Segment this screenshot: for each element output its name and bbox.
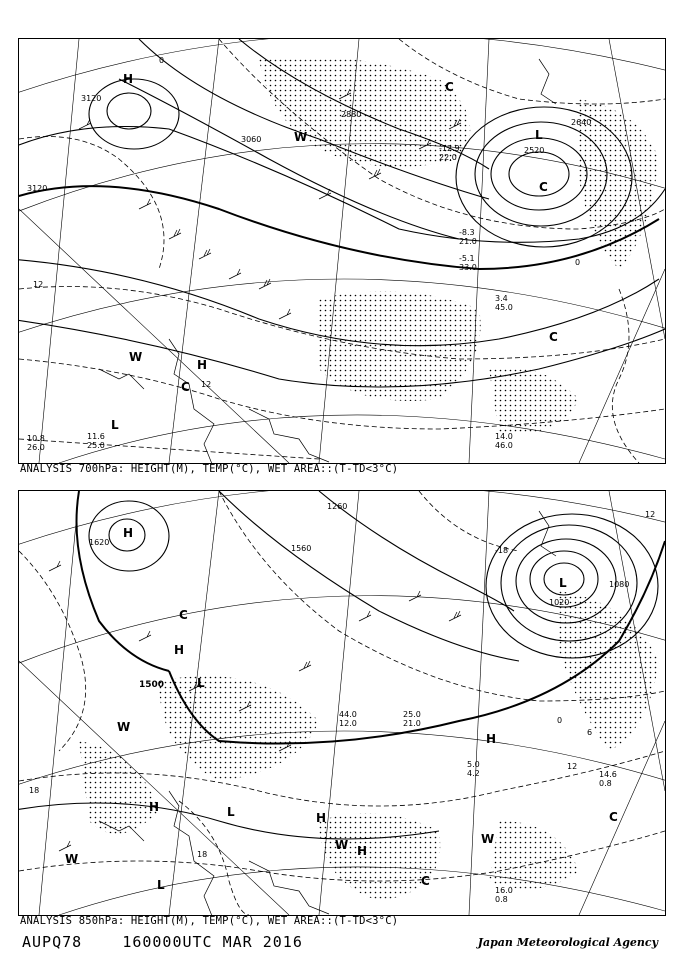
low-pressure-center: L — [197, 676, 205, 690]
warm-center: W — [65, 852, 79, 866]
station-value: 12.0 — [339, 719, 357, 728]
contour-label: 1260 — [327, 502, 348, 511]
station-value: 26.0 — [27, 443, 45, 452]
cold-center: C — [549, 330, 558, 344]
product-header — [22, 933, 303, 951]
station-value: 21.0 — [403, 719, 421, 728]
high-pressure-center: H — [123, 526, 134, 540]
contour-label: 0 — [159, 56, 165, 65]
cold-center: C — [179, 608, 188, 622]
contour-label: 3120 — [27, 184, 48, 193]
low-pressure-center: L — [559, 576, 567, 590]
contour-label: 0 — [575, 258, 581, 267]
warm-center: W — [481, 832, 495, 846]
warm-center: W — [129, 350, 143, 364]
high-pressure-center: H — [149, 800, 160, 814]
station-value: 0.8 — [495, 895, 508, 904]
contour-label: 12 — [33, 280, 44, 289]
map-700hpa-svg — [19, 39, 665, 463]
map-850hpa-svg — [19, 491, 665, 915]
contour-label: 1560 — [291, 544, 312, 553]
warm-center: W — [117, 720, 131, 734]
product-code: AUPQ78 — [22, 933, 83, 951]
map-panel-700hpa — [18, 38, 666, 464]
cold-center: C — [445, 80, 454, 94]
low-pressure-center: L — [535, 128, 543, 142]
station-value: 3.4 — [495, 294, 508, 303]
low-pressure-center: L — [111, 418, 119, 432]
contour-label: 3120 — [81, 94, 102, 103]
contour-label: 1080 — [609, 580, 630, 589]
station-value: 33.0 — [459, 263, 477, 272]
low-pressure-center: L — [227, 805, 235, 819]
cold-center: C — [609, 810, 618, 824]
agency-name: Japan Meteorological Agency — [477, 936, 658, 949]
contour-label: 2880 — [341, 110, 362, 119]
contour-label: -18 — [495, 546, 509, 555]
high-pressure-center: H — [357, 844, 368, 858]
contour-label: 12 — [567, 762, 578, 771]
high-pressure-center: H — [486, 732, 497, 746]
station-value: 11.6 — [87, 432, 105, 441]
station-value: 14.0 — [495, 432, 513, 441]
station-value: 10.8 — [27, 434, 45, 443]
valid-time: 160000UTC MAR 2016 — [122, 933, 303, 951]
contour-label: 0 — [557, 716, 563, 725]
contour-label: 6 — [587, 728, 593, 737]
low-pressure-center: L — [157, 878, 165, 892]
contour-label: 2520 — [524, 146, 545, 155]
warm-center: W — [294, 130, 308, 144]
high-pressure-center: H — [197, 358, 208, 372]
station-value: 44.0 — [339, 710, 357, 719]
station-value: 25.0 — [403, 710, 421, 719]
station-value: 0.8 — [599, 779, 612, 788]
contour-label: 12 — [645, 510, 656, 519]
station-value: 21.0 — [459, 237, 477, 246]
cold-center: C — [539, 180, 548, 194]
contour-label: 12 — [201, 380, 212, 389]
contour-label: 1020 — [549, 598, 570, 607]
map-panel-850hpa — [18, 490, 666, 916]
warm-center: W — [335, 838, 349, 852]
station-value: -5.1 — [459, 254, 475, 263]
station-value: 4.2 — [467, 769, 480, 778]
cold-center: C — [181, 380, 190, 394]
station-value: 25.0 — [87, 441, 105, 450]
station-value: 5.0 — [467, 760, 480, 769]
station-value: 16.0 — [495, 886, 513, 895]
high-pressure-center: H — [123, 72, 134, 86]
high-pressure-center: H — [174, 643, 185, 657]
station-value: -8.3 — [459, 228, 475, 237]
contour-label: 1620 — [89, 538, 110, 547]
high-pressure-center: H — [316, 811, 327, 825]
contour-label: 1500 — [139, 680, 165, 690]
contour-label: 18 — [197, 850, 208, 859]
station-value: 45.0 — [495, 303, 513, 312]
wet-area-850 — [79, 591, 659, 901]
chart-caption-850hpa: ANALYSIS 850hPa: HEIGHT(M), TEMP(°C), WET AREA::(T-TD<3°C) — [20, 915, 399, 927]
station-value: 14.6 — [599, 770, 617, 779]
contour-label: 2640 — [571, 118, 592, 127]
chart-caption-700hpa: ANALYSIS 700hPa: HEIGHT(M), TEMP(°C), WET AREA::(T-TD<3°C) — [20, 463, 399, 475]
contour-label: 3060 — [241, 135, 262, 144]
station-value: 46.0 — [495, 441, 513, 450]
station-value: 22.0 — [439, 153, 457, 162]
contour-label: 18 — [29, 786, 40, 795]
cold-center: C — [421, 874, 430, 888]
station-value: -12.9 — [439, 144, 460, 153]
